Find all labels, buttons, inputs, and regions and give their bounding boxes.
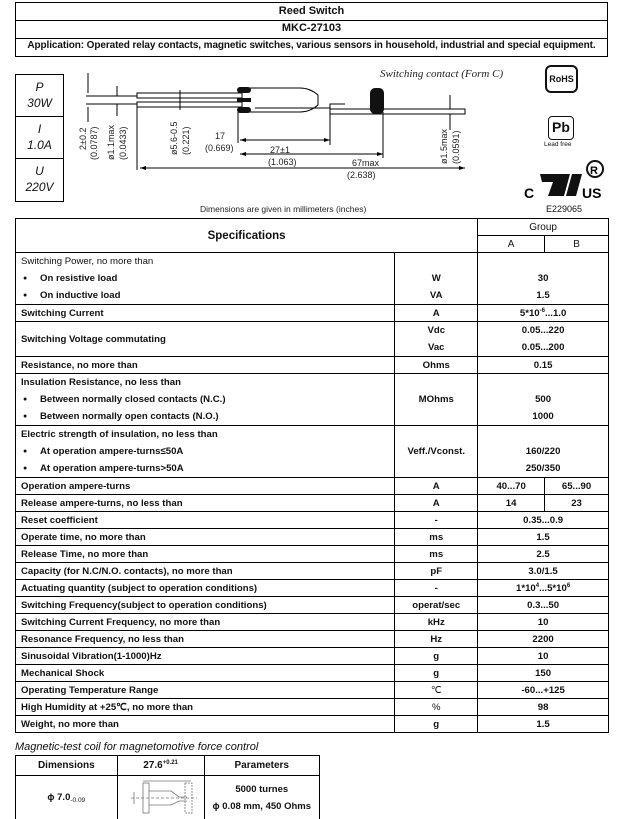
row-unit: g <box>395 716 478 733</box>
row-value: 0.15 <box>478 357 609 374</box>
table-row <box>16 357 609 374</box>
svg-text:67max: 67max <box>352 158 380 168</box>
table-row <box>16 374 609 426</box>
row-value: 0.35...0.9 <box>478 512 609 529</box>
rating-symbol: P <box>35 80 44 94</box>
row-label: Switching Frequency(subject to operation conditions) <box>16 597 395 614</box>
svg-text:(1.063): (1.063) <box>268 157 297 167</box>
row-value: 1000 <box>532 411 554 422</box>
row-unit: ms <box>395 529 478 546</box>
rating-voltage <box>16 159 63 201</box>
reed-switch-drawing <box>70 64 540 204</box>
row-unit: - <box>395 580 478 597</box>
lead-free-icon: Pb <box>548 116 574 140</box>
table-row <box>16 253 609 305</box>
row-value-group-b: 23 <box>545 495 609 512</box>
table-row <box>16 512 609 529</box>
row-unit: % <box>395 699 478 716</box>
group-b-header: B <box>545 236 609 253</box>
table-row <box>16 682 609 699</box>
row-value-group-b: 65...90 <box>545 478 609 495</box>
coil-header-row <box>16 756 320 776</box>
rating-value: 220V <box>25 180 54 194</box>
row-sublabel: ● At operation ampere-turns≤50A <box>21 443 389 460</box>
coil-length-header: $27.6^{+0.21}$ <box>117 756 204 776</box>
row-value: 0.3...50 <box>478 597 609 614</box>
table-row <box>16 614 609 631</box>
row-value: $1*10^4...5*10^6$ <box>478 580 609 597</box>
row-unit: A <box>395 495 478 512</box>
table-row <box>16 478 609 495</box>
row-value: 30 <box>537 273 549 284</box>
svg-text:(0.669): (0.669) <box>205 143 234 153</box>
row-value: 250/350 <box>525 463 561 474</box>
row-unit: MOhms <box>395 374 478 426</box>
table-row <box>16 426 609 478</box>
row-unit: g <box>395 648 478 665</box>
table-row <box>16 580 609 597</box>
row-value: -60...+125 <box>478 682 609 699</box>
table-row <box>16 699 609 716</box>
row-unit: pF <box>395 563 478 580</box>
svg-text:2±0.2: 2±0.2 <box>78 127 88 150</box>
row-unit: - <box>395 512 478 529</box>
row-value: 2200 <box>478 631 609 648</box>
table-row <box>16 529 609 546</box>
row-value: 0.05...200 <box>521 342 565 353</box>
row-label: Operate time, no more than <box>16 529 395 546</box>
specifications-header: Specifications <box>16 219 478 253</box>
row-sublabel: ● Between normally open contacts (N.O.) <box>21 408 389 425</box>
rating-power <box>16 75 63 117</box>
row-unit: ℃ <box>395 682 478 699</box>
row-label: Operating Temperature Range <box>16 682 395 699</box>
rating-value: 30W <box>27 96 52 110</box>
table-row <box>16 597 609 614</box>
row-label: Actuating quantity (subject to operation conditions) <box>16 580 395 597</box>
table-row <box>16 322 609 357</box>
row-value: 10 <box>478 648 609 665</box>
row-sublabel: ● On inductive load <box>21 287 389 304</box>
row-label: Capacity (for N.C/N.O. contacts), no more than <box>16 563 395 580</box>
coil-section-title: Magnetic-test coil for magnetomotive force control <box>15 741 259 753</box>
row-label: Release Time, no more than <box>16 546 395 563</box>
svg-text:ø1.1max: ø1.1max <box>106 124 116 160</box>
row-label: Weight, no more than <box>16 716 395 733</box>
row-label: Mechanical Shock <box>16 665 395 682</box>
table-row <box>16 648 609 665</box>
svg-text:R: R <box>590 165 598 177</box>
document-title: Reed Switch <box>15 2 608 21</box>
row-sublabel: ● At operation ampere-turns>50A <box>21 460 389 477</box>
row-value: 0.05...220 <box>521 325 565 336</box>
row-unit: Vdc <box>427 325 446 336</box>
row-value: 150 <box>478 665 609 682</box>
row-value: 10 <box>478 614 609 631</box>
coil-diameter: ϕ $7.0_{-0.09}$ <box>16 776 118 819</box>
contact-type-label: Switching contact (Form C) <box>380 68 504 80</box>
svg-text:(0.0433): (0.0433) <box>118 126 128 160</box>
table-row <box>16 563 609 580</box>
row-label: High Humidity at +25℃, no more than <box>16 699 395 716</box>
ul-file-number: E229065 <box>546 204 583 214</box>
group-a-header: A <box>478 236 545 253</box>
row-unit: Vac <box>427 342 445 353</box>
row-label: Sinusoidal Vibration(1-1000)Hz <box>16 648 395 665</box>
row-label: Reset coefficient <box>16 512 395 529</box>
row-unit: Veff./Vconst. <box>395 426 478 478</box>
row-unit: g <box>395 665 478 682</box>
lead-free-label: Lead free <box>544 141 572 148</box>
row-unit: A <box>395 478 478 495</box>
table-header-row <box>16 219 609 236</box>
table-row <box>16 546 609 563</box>
svg-text:ø1.5max: ø1.5max <box>439 128 449 164</box>
row-label: Release ampere-turns, no less than <box>16 495 395 512</box>
rating-symbol: U <box>35 164 44 178</box>
application-text: Application: Operated relay contacts, magnetic switches, various sensors in household, industrial and special equipment. <box>15 38 608 57</box>
specifications-table <box>15 218 609 733</box>
row-unit: Ohms <box>395 357 478 374</box>
rohs-badge: RoHS <box>545 65 578 93</box>
row-unit: ms <box>395 546 478 563</box>
row-label: Resistance, no more than <box>16 357 395 374</box>
coil-diagram-icon <box>121 777 201 817</box>
row-label: Switching Current Frequency, no more than <box>16 614 395 631</box>
row-unit: W <box>431 273 441 284</box>
svg-text:17: 17 <box>215 131 226 141</box>
rating-symbol: I <box>37 122 42 136</box>
group-header: Group <box>478 219 609 236</box>
row-value: 160/220 <box>525 446 561 457</box>
row-value: 2.5 <box>478 546 609 563</box>
row-unit: VA <box>429 290 443 301</box>
rating-value: 1.0A <box>27 138 52 152</box>
row-value-group-a: 14 <box>478 495 545 512</box>
coil-parameters <box>204 776 319 819</box>
coil-wire-spec: ϕ 0.08 mm, 450 Ohms <box>212 801 311 812</box>
table-row <box>16 305 609 322</box>
rating-current <box>16 117 63 159</box>
row-label: Switching Current <box>16 305 395 322</box>
row-value: 98 <box>478 699 609 716</box>
svg-text:27±1: 27±1 <box>270 145 290 155</box>
dimension-note: Dimensions are given in millimeters (inches) <box>200 204 367 214</box>
svg-text:US: US <box>582 185 602 200</box>
row-value-group-a: 40...70 <box>478 478 545 495</box>
table-row <box>16 665 609 682</box>
row-label: Switching Power, no more than <box>21 256 154 267</box>
row-value: 1.5 <box>478 529 609 546</box>
row-value: 500 <box>535 394 552 405</box>
svg-text:(0.0591): (0.0591) <box>451 130 461 164</box>
coil-body-row <box>16 776 320 819</box>
row-unit: A <box>395 305 478 322</box>
model-number: MKC-27103 <box>15 20 608 39</box>
row-unit: kHz <box>395 614 478 631</box>
row-label: Operation ampere-turns <box>16 478 395 495</box>
coil-table <box>15 755 320 819</box>
table-row <box>16 716 609 733</box>
row-label: Electric strength of insulation, no less than <box>21 429 218 440</box>
coil-turns: 5000 turnes <box>235 784 289 795</box>
coil-dimensions-header: Dimensions <box>16 756 118 776</box>
row-value: 1.5 <box>478 716 609 733</box>
row-label: Resonance Frequency, no less than <box>16 631 395 648</box>
ratings-box <box>15 74 64 202</box>
row-unit: operat/sec <box>395 597 478 614</box>
coil-drawing <box>117 776 204 819</box>
svg-text:(0.0787): (0.0787) <box>89 126 99 160</box>
ul-listing-icon <box>520 160 610 200</box>
row-label: Insulation Resistance, no less than <box>21 377 181 388</box>
row-value: $5*10^{-6}...1.0$ <box>478 305 609 322</box>
table-row <box>16 631 609 648</box>
row-label: Switching Voltage commutating <box>16 322 395 357</box>
coil-parameters-header: Parameters <box>204 756 319 776</box>
row-sublabel: ● On resistive load <box>21 270 389 287</box>
svg-text:(0.221): (0.221) <box>181 126 191 155</box>
table-row <box>16 495 609 512</box>
row-unit: Hz <box>395 631 478 648</box>
row-value: 1.5 <box>536 290 550 301</box>
svg-text:ø5.6-0.5: ø5.6-0.5 <box>169 121 179 155</box>
row-sublabel: ● Between normally closed contacts (N.C.) <box>21 391 389 408</box>
svg-text:(2.638): (2.638) <box>347 170 376 180</box>
svg-text:C: C <box>524 185 535 200</box>
row-value: 3.0/1.5 <box>478 563 609 580</box>
